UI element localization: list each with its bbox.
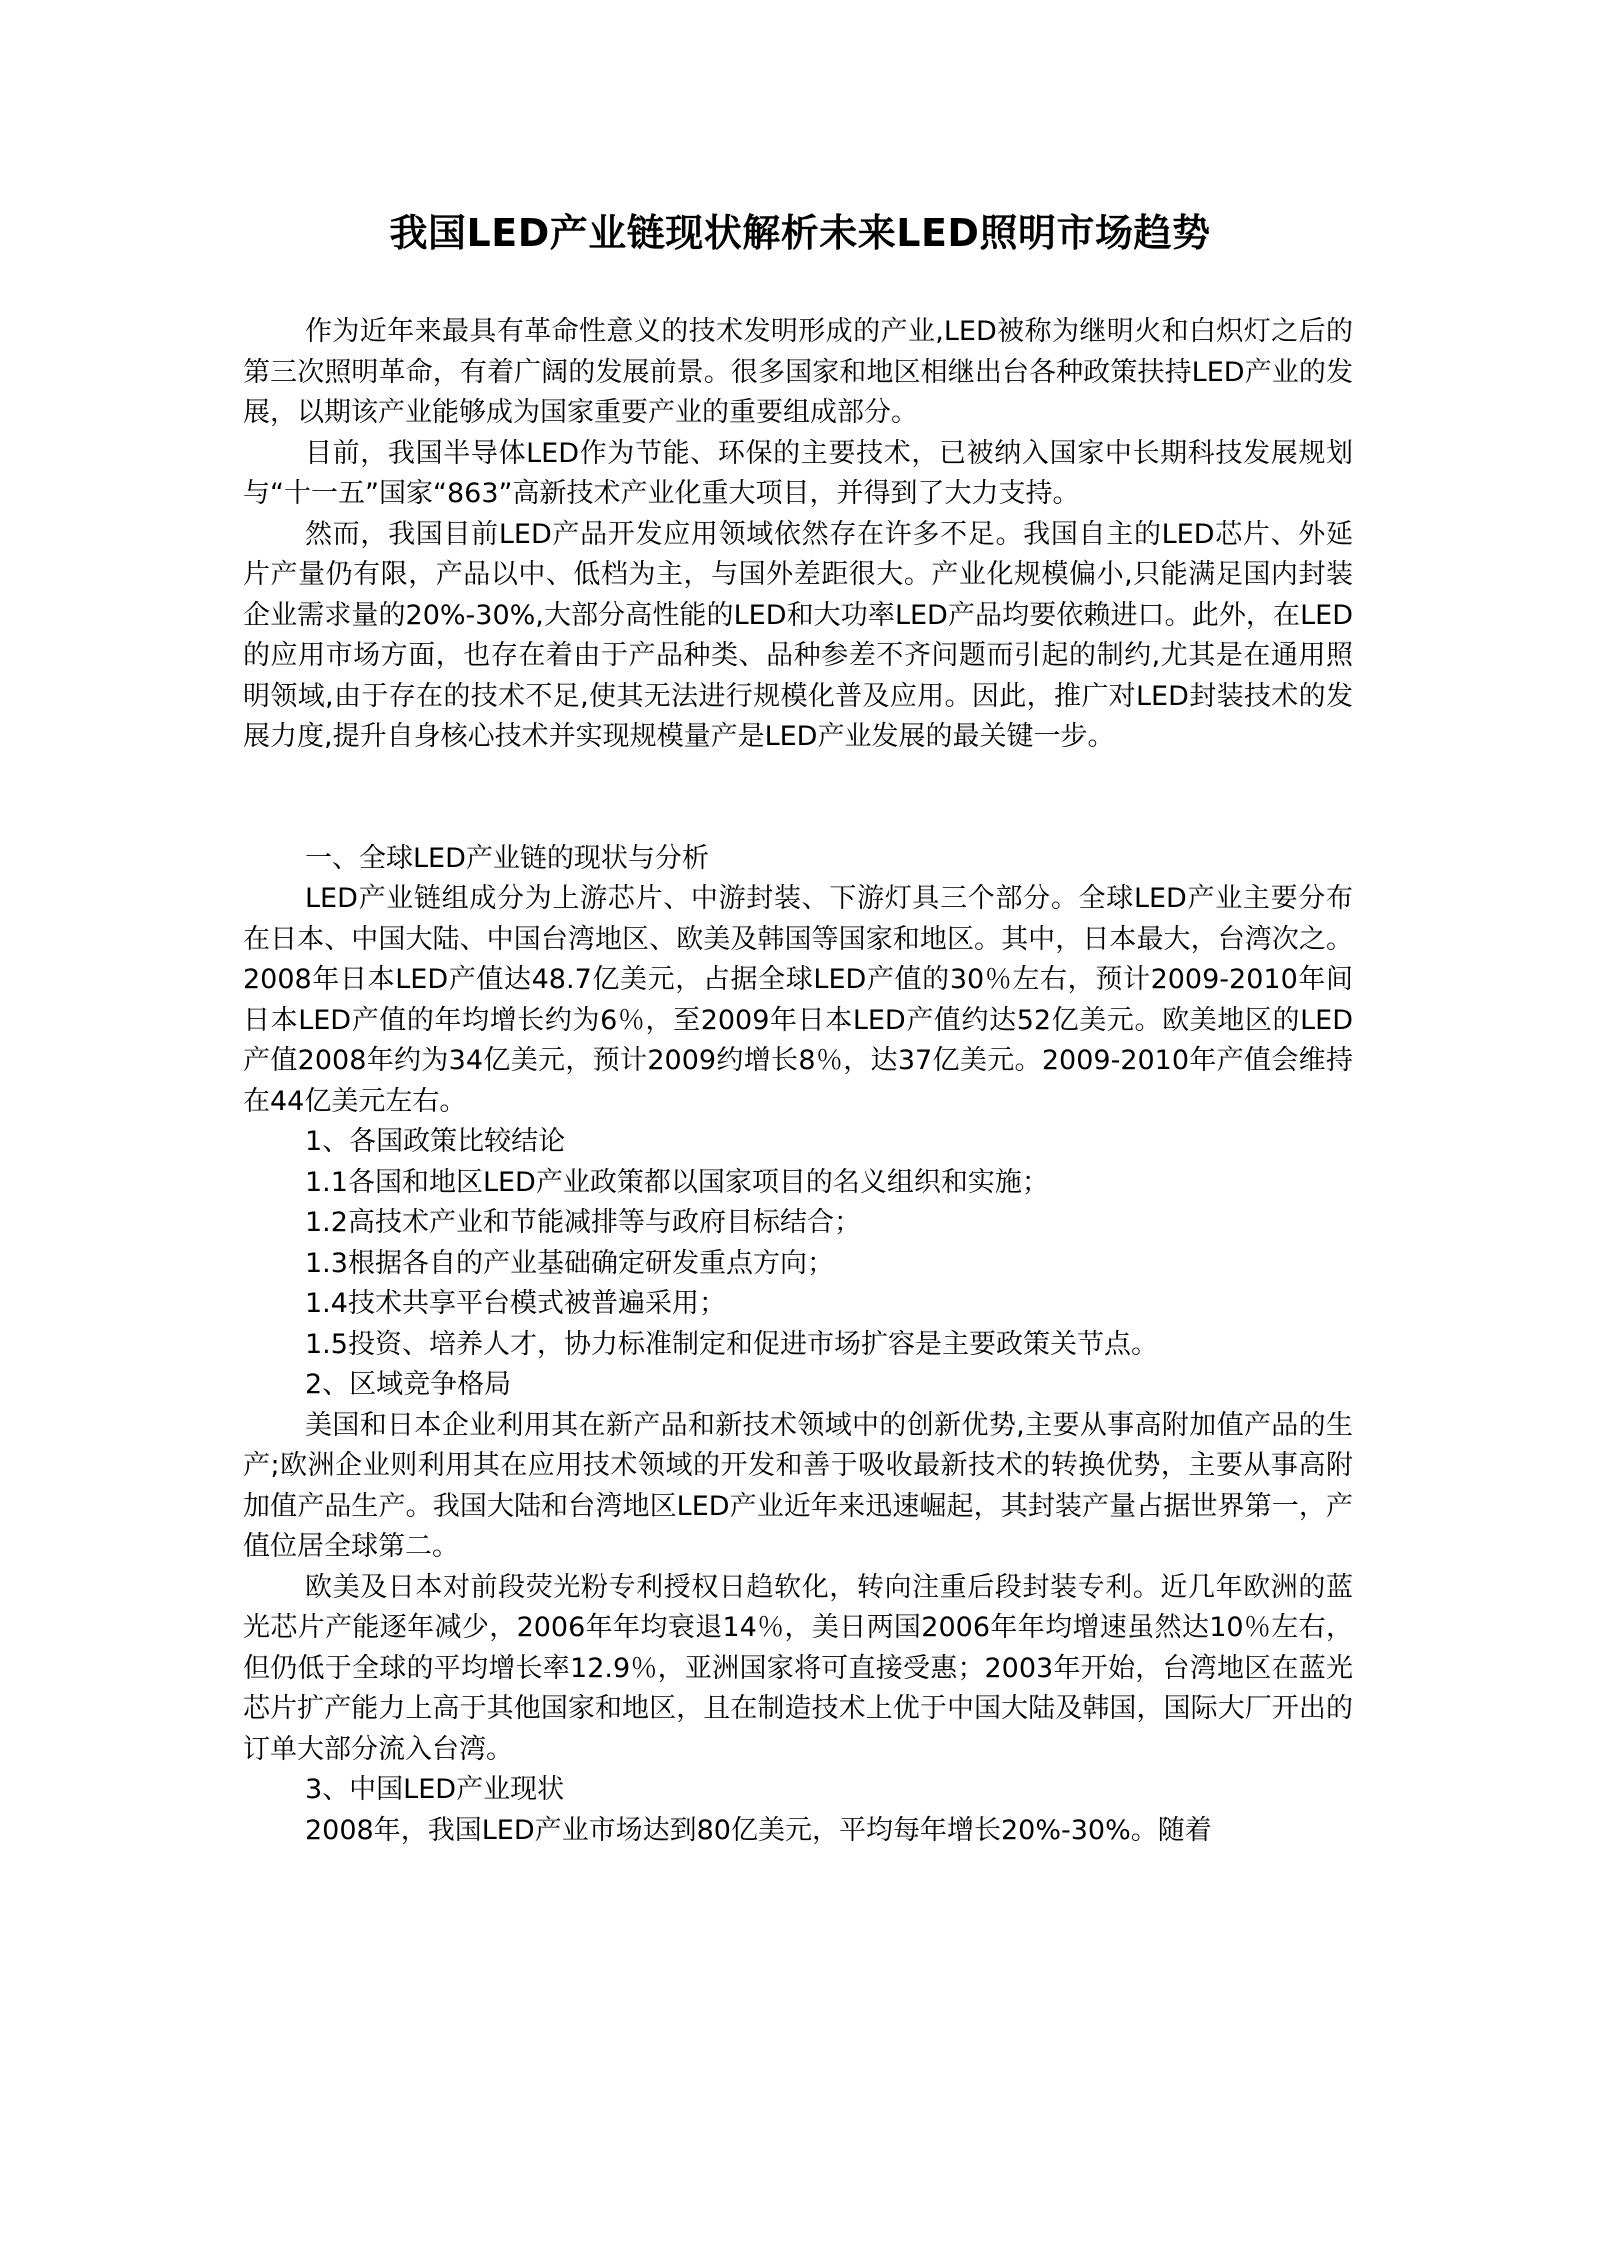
subsection-heading: 1、各国政策比较结论 [305,1126,566,1157]
section-heading: 一、全球LED产业链的现状与分析 [305,842,709,874]
policy-list-item: 1.1各国和地区LED产业政策都以国家项目的名义组织和实施； [305,1166,1049,1198]
subsection-heading: 2、区域竞争格局 [305,1369,512,1400]
subsection-paragraph: 美国和日本企业利用其在新产品和新技术领域中的创新优势,主要从事高附加值产品的生产;欧洲企业则利用其在应用技术领域的开发和善于吸收最新技术的转换优势，主要从事高附加值产品生产。我国大陆和台湾地区LED产业近年来迅速崛起，其封装产量占据世界第一，产值位居全球第二。 [243,1409,1353,1562]
policy-list-item: 1.2高技术产业和节能减排等与政府目标结合； [305,1207,861,1238]
document-title: 我国LED产业链现状解析未来LED照明市场趋势 [389,211,1211,255]
intro-paragraph: 目前，我国半导体LED作为节能、环保的主要技术，已被纳入国家中长期科技发展规划与“十一五”国家“863”高新技术产业化重大项目，并得到了大力支持。 [243,437,1353,509]
subsection-heading: 3、中国LED产业现状 [305,1774,565,1805]
document-body [243,312,1353,1851]
section-paragraph: LED产业链组成分为上游芯片、中游封装、下游灯具三个部分。全球LED产业主要分布在日本、中国大陆、中国台湾地区、欧美及韩国等国家和地区。其中，日本最大，台湾次之。2008年日本LED产值达48.7亿美元，占据全球LED产值的30％左右，预计2009-2010年间日本LED产值的年均增长约为6％，至2009年日本LED产值约达52亿美元。欧美地区的LED产值2008年约为34亿美元，预计2009约增长8％，达37亿美元。2009-2010年产值会维持在44亿美元左右。 [243,883,1353,1117]
subsection-paragraph: 2008年，我国LED产业市场达到80亿美元，平均每年增长20%-30%。随着 [305,1814,1212,1846]
intro-paragraph: 作为近年来最具有革命性意义的技术发明形成的产业,LED被称为继明火和白炽灯之后的第三次照明革命，有着广阔的发展前景。很多国家和地区相继出台各种政策扶持LED产业的发展，以期该产业能够成为国家重要产业的重要组成部分。 [243,316,1353,428]
policy-list-item: 1.5投资、培养人才，协力标准制定和促进市场扩容是主要政策关节点。 [305,1328,1158,1360]
intro-paragraph: 然而，我国目前LED产品开发应用领域依然存在许多不足。我国自主的LED芯片、外延片产量仍有限，产品以中、低档为主，与国外差距很大。产业化规模偏小,只能满足国内封装企业需求量的20%-30%,大部分高性能的LED和大功率LED产品均要依赖进口。此外，在LED的应用市场方面，也存在着由于产品种类、品种参差不齐问题而引起的制约,尤其是在通用照明领域,由于存在的技术不足,使其无法进行规模化普及应用。因此，推广对LED封装技术的发展力度,提升自身核心技术并实现规模量产是LED产业发展的最关键一步。 [243,518,1353,752]
policy-list-item: 1.4技术共享平台模式被普遍采用； [305,1288,726,1319]
policy-list-item: 1.3根据各自的产业基础确定研发重点方向； [305,1247,834,1279]
section-spacer [243,758,1353,839]
subsection-paragraph: 欧美及日本对前段荧光粉专利授权日趋软化，转向注重后段封装专利。近几年欧洲的蓝光芯片产能逐年减少，2006年年均衰退14％，美日两国2006年年均增速虽然达10％左右，但仍低于全球的平均增长率12.9％，亚洲国家将可直接受惠；2003年开始，台湾地区在蓝光芯片扩产能力上高于其他国家和地区，且在制造技术上优于中国大陆及韩国，国际大厂开出的订单大部分流入台湾。 [243,1571,1353,1765]
